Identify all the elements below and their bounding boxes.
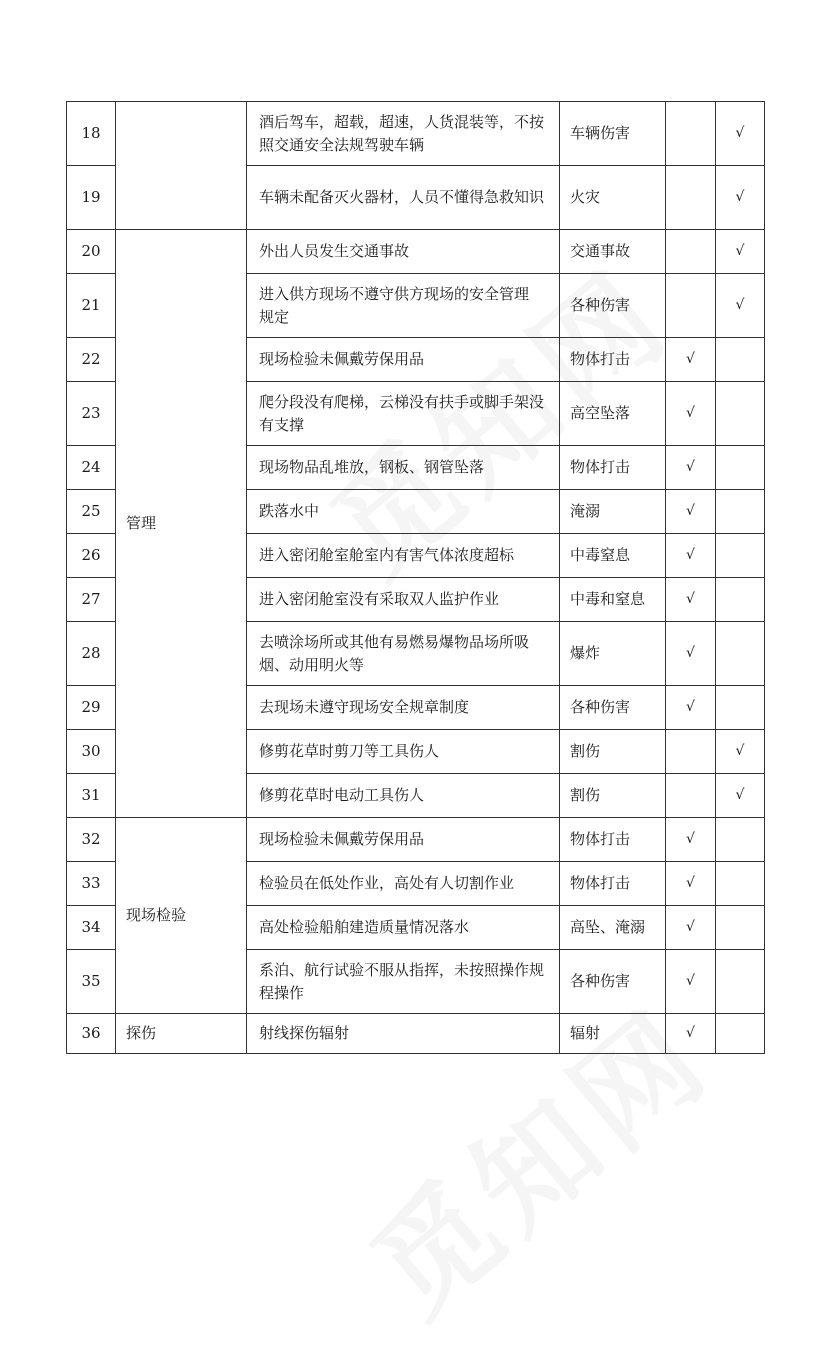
row-number: 20 (67, 230, 116, 274)
check-mark-b: √ (716, 774, 765, 818)
table-row (67, 230, 765, 274)
check-mark-a: √ (666, 534, 716, 578)
row-number: 34 (67, 906, 116, 950)
check-mark-b (716, 906, 765, 950)
row-number: 23 (67, 382, 116, 446)
check-mark-a: √ (666, 338, 716, 382)
hazard-description: 高处检验船舶建造质量情况落水 (247, 906, 560, 950)
check-mark-b (716, 534, 765, 578)
check-mark-a: √ (666, 862, 716, 906)
check-mark-b: √ (716, 730, 765, 774)
harm-type: 高坠、淹溺 (560, 906, 666, 950)
hazard-description: 进入密闭舱室没有采取双人监护作业 (247, 578, 560, 622)
check-mark-b: √ (716, 274, 765, 338)
category-cell: 探伤 (116, 1014, 247, 1054)
harm-type: 物体打击 (560, 338, 666, 382)
check-mark-a (666, 774, 716, 818)
check-mark-b (716, 490, 765, 534)
row-number: 27 (67, 578, 116, 622)
hazard-description: 修剪花草时电动工具伤人 (247, 774, 560, 818)
row-number: 22 (67, 338, 116, 382)
hazard-description: 车辆未配备灭火器材，人员不懂得急救知识 (247, 166, 560, 230)
row-number: 21 (67, 274, 116, 338)
hazard-description: 现场物品乱堆放，钢板、钢管坠落 (247, 446, 560, 490)
hazard-description: 外出人员发生交通事故 (247, 230, 560, 274)
hazard-description: 跌落水中 (247, 490, 560, 534)
row-number: 35 (67, 950, 116, 1014)
check-mark-b (716, 686, 765, 730)
check-mark-a: √ (666, 446, 716, 490)
row-number: 26 (67, 534, 116, 578)
harm-type: 高空坠落 (560, 382, 666, 446)
hazard-description: 系泊、航行试验不服从指挥，未按照操作规程操作 (247, 950, 560, 1014)
harm-type: 物体打击 (560, 862, 666, 906)
hazard-description: 检验员在低处作业，高处有人切割作业 (247, 862, 560, 906)
harm-type: 物体打击 (560, 446, 666, 490)
check-mark-a: √ (666, 950, 716, 1014)
harm-type: 物体打击 (560, 818, 666, 862)
harm-type: 割伤 (560, 774, 666, 818)
row-number: 25 (67, 490, 116, 534)
row-number: 28 (67, 622, 116, 686)
check-mark-a: √ (666, 578, 716, 622)
hazard-description: 修剪花草时剪刀等工具伤人 (247, 730, 560, 774)
hazard-description: 进入供方现场不遵守供方现场的安全管理 规定 (247, 274, 560, 338)
harm-type: 中毒窒息 (560, 534, 666, 578)
hazard-description: 酒后驾车，超载，超速，人货混装等，不按照交通安全法规驾驶车辆 (247, 102, 560, 166)
table-row (67, 102, 765, 166)
check-mark-b: √ (716, 230, 765, 274)
check-mark-b: √ (716, 166, 765, 230)
category-cell (116, 102, 247, 230)
check-mark-b (716, 818, 765, 862)
category-cell: 管理 (116, 230, 247, 818)
check-mark-a (666, 102, 716, 166)
row-number: 24 (67, 446, 116, 490)
check-mark-a: √ (666, 818, 716, 862)
hazard-description: 进入密闭舱室舱室内有害气体浓度超标 (247, 534, 560, 578)
harm-type: 割伤 (560, 730, 666, 774)
hazard-description: 爬分段没有爬梯，云梯没有扶手或脚手架没有支撑 (247, 382, 560, 446)
check-mark-b (716, 862, 765, 906)
check-mark-a: √ (666, 490, 716, 534)
row-number: 31 (67, 774, 116, 818)
check-mark-a: √ (666, 906, 716, 950)
row-number: 32 (67, 818, 116, 862)
harm-type: 车辆伤害 (560, 102, 666, 166)
check-mark-a (666, 274, 716, 338)
check-mark-b (716, 622, 765, 686)
hazard-table (66, 101, 765, 1054)
check-mark-a: √ (666, 686, 716, 730)
row-number: 18 (67, 102, 116, 166)
row-number: 33 (67, 862, 116, 906)
hazard-description: 去现场未遵守现场安全规章制度 (247, 686, 560, 730)
row-number: 19 (67, 166, 116, 230)
check-mark-a: √ (666, 622, 716, 686)
row-number: 29 (67, 686, 116, 730)
check-mark-a (666, 166, 716, 230)
harm-type: 交通事故 (560, 230, 666, 274)
check-mark-a: √ (666, 382, 716, 446)
row-number: 30 (67, 730, 116, 774)
hazard-description: 现场检验未佩戴劳保用品 (247, 818, 560, 862)
check-mark-b (716, 1014, 765, 1054)
harm-type: 火灾 (560, 166, 666, 230)
harm-type: 各种伤害 (560, 274, 666, 338)
harm-type: 各种伤害 (560, 686, 666, 730)
check-mark-b (716, 950, 765, 1014)
check-mark-b (716, 338, 765, 382)
harm-type: 辐射 (560, 1014, 666, 1054)
check-mark-b (716, 446, 765, 490)
category-cell: 现场检验 (116, 818, 247, 1014)
hazard-description: 现场检验未佩戴劳保用品 (247, 338, 560, 382)
check-mark-b: √ (716, 102, 765, 166)
table-row (67, 1014, 765, 1054)
check-mark-a (666, 230, 716, 274)
check-mark-b (716, 382, 765, 446)
row-number: 36 (67, 1014, 116, 1054)
harm-type: 中毒和窒息 (560, 578, 666, 622)
hazard-description: 射线探伤辐射 (247, 1014, 560, 1054)
check-mark-b (716, 578, 765, 622)
check-mark-a (666, 730, 716, 774)
table-row (67, 818, 765, 862)
harm-type: 淹溺 (560, 490, 666, 534)
harm-type: 各种伤害 (560, 950, 666, 1014)
hazard-description: 去喷涂场所或其他有易燃易爆物品场所吸烟、动用明火等 (247, 622, 560, 686)
harm-type: 爆炸 (560, 622, 666, 686)
check-mark-a: √ (666, 1014, 716, 1054)
